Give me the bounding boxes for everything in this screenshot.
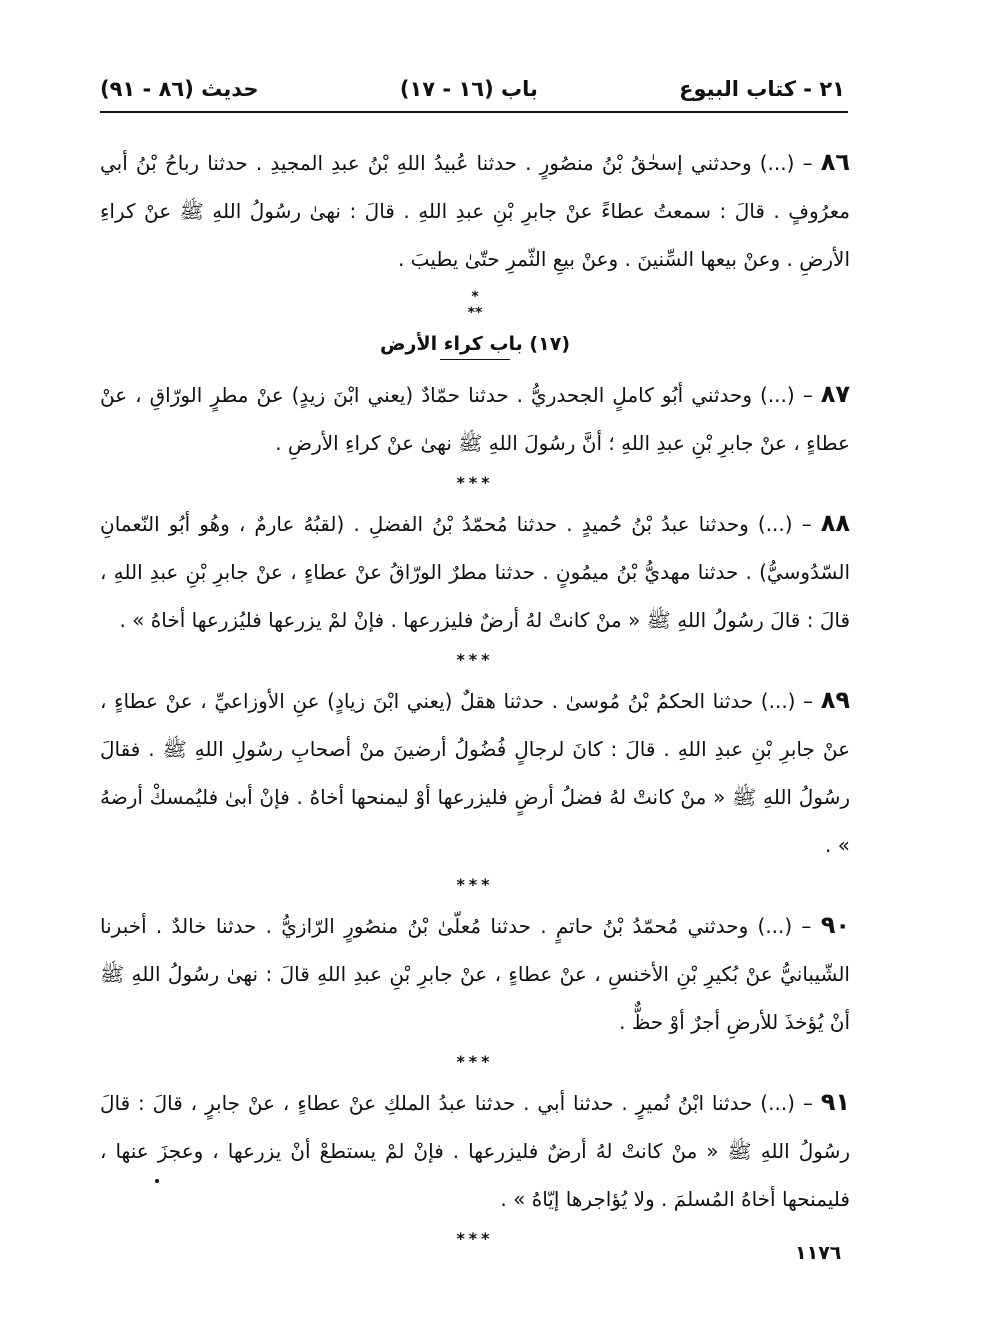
header-chapter-range: (١٦ - ١٧) باب	[399, 77, 538, 101]
hadith-91: ٩١ – (...) حدثنا ابْنُ نُميرٍ . حدثنا أبي . حدثنا عبدُ الملكِ عنْ عطاءٍ ، عنْ جابرٍ ، قالَ : قالَ رسُولُ اللهِ ﷺ « منْ كانتْ لهُ أرضٌ فليزرعها . فإنْ لمْ يستطعْ أنْ يزرعها ، وعجزَ عنها ، فليمنحها أخاهُ المُسلمَ . ولا يُؤاجرها إيّاهُ » .	[100, 1088, 850, 1211]
hadith-90: ٩٠ – (...) وحدثني مُحمّدُ بْنُ حاتمٍ . حدثنا مُعلّىٰ بْنُ منصُورٍ الرّازيُّ . حدثنا خالدٌ . أخبرنا الشّيبانيُّ عنْ بُكيرِ بْنِ الأخنسِ ، عنْ عطاءٍ ، عنْ جابرِ بْنِ عبدِ اللهِ قالَ : نهىٰ رسُولُ اللهِ ﷺ أنْ يُؤخذَ للأرضِ أجرٌ أوْ حظٌّ .	[100, 911, 850, 1034]
section-ornament: * **	[467, 289, 483, 321]
chapter-title: (١٧) باب كراء الأرض	[379, 333, 571, 355]
hadith-89: ٨٩ – (...) حدثنا الحكمُ بْنُ مُوسىٰ . حدثنا هقلٌ (يعني ابْنَ زيادٍ) عنِ الأوزاعيِّ ، عنْ عطاءٍ ، عنْ جابرِ بْنِ عبدِ اللهِ . قالَ : كانَ لرجالٍ فُضُولُ أرضينَ منْ أصحابِ رسُولِ اللهِ ﷺ . فقالَ رسُولُ اللهِ ﷺ « منْ كانتْ لهُ فضلُ أرضٍ فليزرعها أوْ ليمنحها أخاهُ . فإنْ أبىٰ فليُمسكْ أرضهُ » .	[100, 686, 850, 857]
hadith-text: (...) حدثنا الحكمُ بْنُ مُوسىٰ . حدثنا هقلٌ (يعني ابْنَ زيادٍ) عنِ الأوزاعيِّ ، عنْ عطاءٍ ، عنْ جابرِ بْنِ عبدِ اللهِ . قالَ : كانَ لرجالٍ فُضُولُ أرضينَ منْ أصحابِ رسُولِ اللهِ ﷺ . فقالَ رسُولُ اللهِ ﷺ « منْ كانتْ لهُ فضلُ أرضٍ فليزرعها أوْ ليمنحها أخاهُ . فإنْ أبىٰ فليُمسكْ أرضهُ » .	[100, 689, 850, 857]
hadith-number: ٩٠	[820, 911, 850, 939]
hadith-number: ٨٧	[820, 380, 850, 408]
hadith-87: ٨٧ – (...) وحدثني أبُو كاملٍ الجحدريُّ . حدثنا حمّادٌ (يعني ابْنَ زيدٍ) عنْ مطرٍ الورّاقِ ، عنْ عطاءٍ ، عنْ جابرِ بْنِ عبدِ اللهِ ؛ أنَّ رسُولَ اللهِ ﷺ نهىٰ عنْ كراءِ الأرضِ .	[100, 380, 850, 455]
separator: ***	[456, 473, 494, 492]
hadith-number: ٨٨	[820, 509, 850, 537]
separator: ***	[456, 1052, 494, 1071]
hadith-88: ٨٨ – (...) وحدثنا عبدُ بْنُ حُميدٍ . حدثنا مُحمّدُ بْنُ الفضلِ . (لقبُهُ عارمٌ ، وهُو أبُو النّعمانِ السّدُوسيُّ) . حدثنا مهديُّ بْنُ ميمُونٍ . حدثنا مطرٌ الورّاقُ عنْ عطاءٍ ، عنْ جابرِ بْنِ عبدِ اللهِ ، قالَ : قالَ رسُولُ اللهِ ﷺ « منْ كانتْ لهُ أرضٌ فليزرعها . فإنْ لمْ يزرعها فليُزرعها أخاهُ » .	[100, 509, 850, 632]
running-header	[100, 70, 845, 108]
stray-dot	[155, 1179, 159, 1183]
hadith-text: (...) وحدثنا عبدُ بْنُ حُميدٍ . حدثنا مُحمّدُ بْنُ الفضلِ . (لقبُهُ عارمٌ ، وهُو أبُو النّعمانِ السّدُوسيُّ) . حدثنا مهديُّ بْنُ ميمُونٍ . حدثنا مطرٌ الورّاقُ عنْ عطاءٍ ، عنْ جابرِ بْنِ عبدِ اللهِ ، قالَ : قالَ رسُولُ اللهِ ﷺ « منْ كانتْ لهُ أرضٌ فليزرعها . فإنْ لمْ يزرعها فليُزرعها أخاهُ » .	[100, 512, 850, 632]
separator: ***	[456, 650, 494, 669]
hadith-text: (...) وحدثني أبُو كاملٍ الجحدريُّ . حدثنا حمّادٌ (يعني ابْنَ زيدٍ) عنْ مطرٍ الورّاقِ ، عنْ عطاءٍ ، عنْ جابرِ بْنِ عبدِ اللهِ ؛ أنَّ رسُولَ اللهِ ﷺ نهىٰ عنْ كراءِ الأرضِ .	[100, 383, 850, 455]
hadith-text: (...) وحدثني إسحٰقُ بْنُ منصُورٍ . حدثنا عُبيدُ اللهِ بْنُ عبدِ المجيدِ . حدثنا رباحُ بْنُ أبي معرُوفٍ . قالَ : سمعتُ عطاءً عنْ جابرِ بْنِ عبدِ اللهِ . قالَ : نهىٰ رسُولُ اللهِ ﷺ عنْ كراءِ الأرضِ . وعنْ بيعها السِّنينَ . وعنْ بيعِ الثّمرِ حتّىٰ يطيبَ .	[100, 151, 850, 271]
header-book-title: ٢١ - كتاب البيوع	[679, 77, 845, 101]
page-body	[100, 138, 850, 1255]
hadith-number: ٨٦	[820, 148, 851, 176]
separator: ***	[456, 875, 494, 894]
hadith-text: (...) حدثنا ابْنُ نُميرٍ . حدثنا أبي . حدثنا عبدُ الملكِ عنْ عطاءٍ ، عنْ جابرٍ ، قالَ : قالَ رسُولُ اللهِ ﷺ « منْ كانتْ لهُ أرضٌ فليزرعها . فإنْ لمْ يستطعْ أنْ يزرعها ، وعجزَ عنها ، فليمنحها أخاهُ المُسلمَ . ولا يُؤاجرها إيّاهُ » .	[100, 1091, 850, 1211]
chapter-rule	[440, 359, 510, 360]
hadith-number: ٩١	[820, 1088, 850, 1116]
hadith-number: ٨٩	[820, 686, 850, 714]
header-rule	[100, 111, 848, 113]
header-hadith-range: (٨٦ - ٩١) حديث	[100, 77, 259, 101]
page-number: ١١٧٦	[795, 1242, 842, 1264]
hadith-86: ٨٦ – (...) وحدثني إسحٰقُ بْنُ منصُورٍ . حدثنا عُبيدُ اللهِ بْنُ عبدِ المجيدِ . حدثنا رباحُ بْنُ أبي معرُوفٍ . قالَ : سمعتُ عطاءً عنْ جابرِ بْنِ عبدِ اللهِ . قالَ : نهىٰ رسُولُ اللهِ ﷺ عنْ كراءِ الأرضِ . وعنْ بيعها السِّنينَ . وعنْ بيعِ الثّمرِ حتّىٰ يطيبَ .	[100, 148, 851, 271]
separator: ***	[456, 1229, 494, 1248]
hadith-text: (...) وحدثني مُحمّدُ بْنُ حاتمٍ . حدثنا مُعلّىٰ بْنُ منصُورٍ الرّازيُّ . حدثنا خالدٌ . أخبرنا الشّيبانيُّ عنْ بُكيرِ بْنِ الأخنسِ ، عنْ عطاءٍ ، عنْ جابرِ بْنِ عبدِ اللهِ قالَ : نهىٰ رسُولُ اللهِ ﷺ أنْ يُؤخذَ للأرضِ أجرٌ أوْ حظٌّ .	[100, 914, 850, 1034]
